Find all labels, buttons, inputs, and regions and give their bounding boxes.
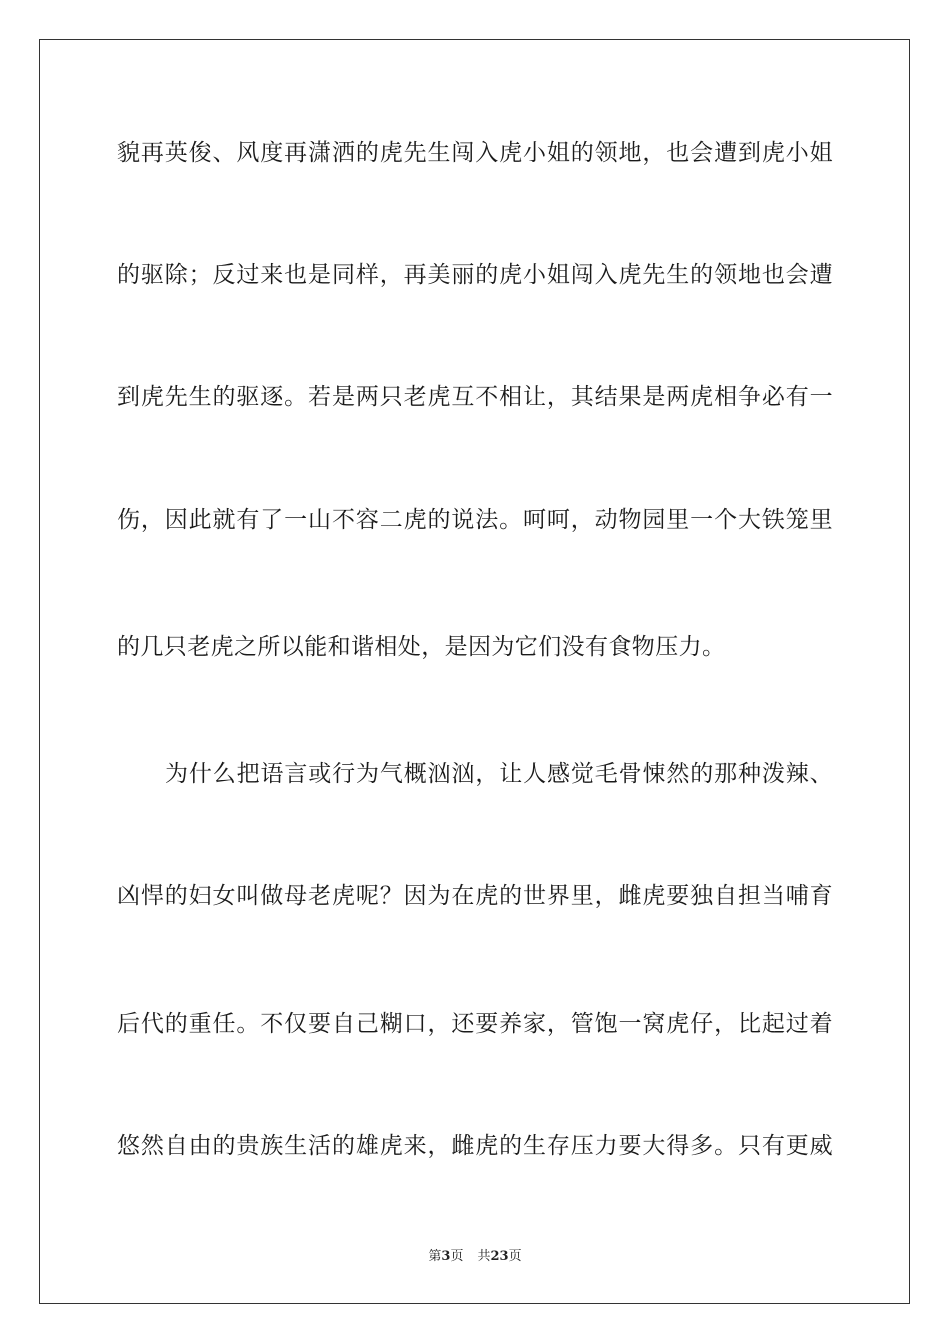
total-suffix: 页	[508, 1249, 522, 1264]
total-prefix: 共	[477, 1249, 491, 1264]
page-prefix: 第	[428, 1249, 442, 1264]
text-line: 后代的重任。不仅要自己糊口，还要养家，管饱一窝虎仔，比起过着	[117, 1011, 833, 1037]
text-line: 凶悍的妇女叫做母老虎呢？因为在虎的世界里，雌虎要独自担当哺育	[117, 883, 833, 909]
page-suffix: 页	[450, 1249, 464, 1264]
text-line: 悠然自由的贵族生活的雄虎来，雌虎的生存压力要大得多。只有更威	[117, 1133, 833, 1159]
text-line: 的驱除；反过来也是同样，再美丽的虎小姐闯入虎先生的领地也会遭	[117, 262, 833, 288]
text-line: 到虎先生的驱逐。若是两只老虎互不相让，其结果是两虎相争必有一	[117, 384, 833, 410]
text-line: 的几只老虎之所以能和谐相处，是因为它们没有食物压力。	[117, 634, 726, 660]
page-number: 3	[441, 1249, 451, 1264]
total-pages: 23	[490, 1249, 509, 1264]
text-line: 貌再英俊、风度再潇洒的虎先生闯入虎小姐的领地，也会遭到虎小姐	[117, 140, 833, 166]
page-border	[39, 39, 910, 1304]
text-line: 为什么把语言或行为气概汹汹，让人感觉毛骨悚然的那种泼辣、	[165, 761, 833, 787]
page-footer	[0, 1249, 950, 1265]
text-line: 伤，因此就有了一山不容二虎的说法。呵呵，动物园里一个大铁笼里	[117, 507, 833, 533]
